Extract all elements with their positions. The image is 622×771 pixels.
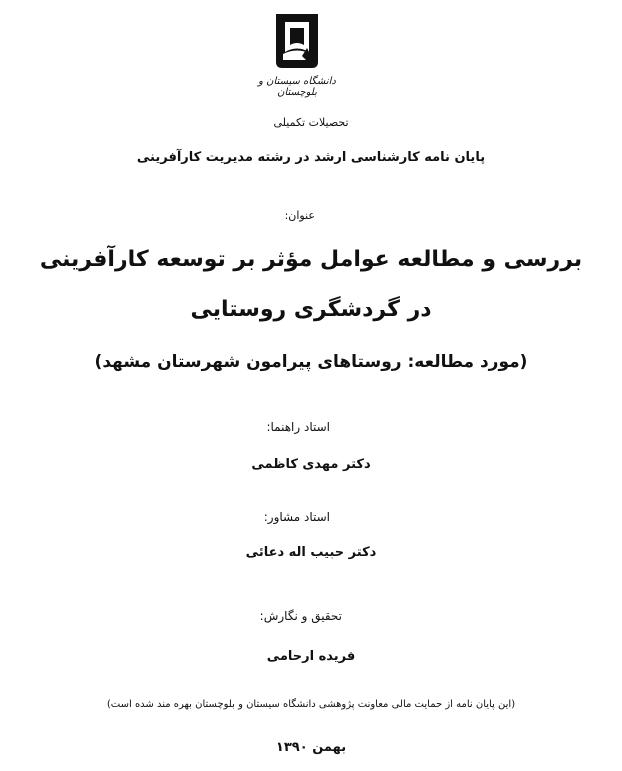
department-label: تحصیلات تکمیلی (273, 116, 349, 129)
supervisor-label: استاد راهنما: (266, 420, 330, 434)
supervisor-name: دکتر مهدی کاظمی (251, 457, 371, 472)
researcher-name: فریده ارحامی (266, 649, 356, 664)
thesis-date: بهمن ۱۳۹۰ (275, 740, 347, 755)
researcher-label: تحقیق و نگارش: (259, 609, 342, 623)
advisor-label: استاد مشاور: (263, 510, 330, 524)
thesis-title-line-2: در گردشگری روستایی (190, 297, 432, 322)
university-name-signature: دانشگاه سیستان و بلوچستان (258, 76, 336, 98)
title-label: عنوان: (284, 209, 315, 222)
degree-title: پایان نامه کارشناسی ارشد در رشته مدیریت کارآفرینی (136, 150, 486, 165)
financial-support-note: (این پایان نامه از حمایت مالی معاونت پژوهشی دانشگاه سیستان و بلوچستان بهره مند شده است) (106, 699, 516, 710)
advisor-name: دکتر حبیب اله دعائی (245, 545, 377, 560)
thesis-title-line-1: بررسی و مطالعه عوامل مؤثر بر توسعه کارآفرینی (39, 247, 583, 272)
case-study-subtitle: (مورد مطالعه: روستاهای پیرامون شهرستان مشهد) (94, 352, 528, 372)
university-logo (258, 12, 336, 98)
